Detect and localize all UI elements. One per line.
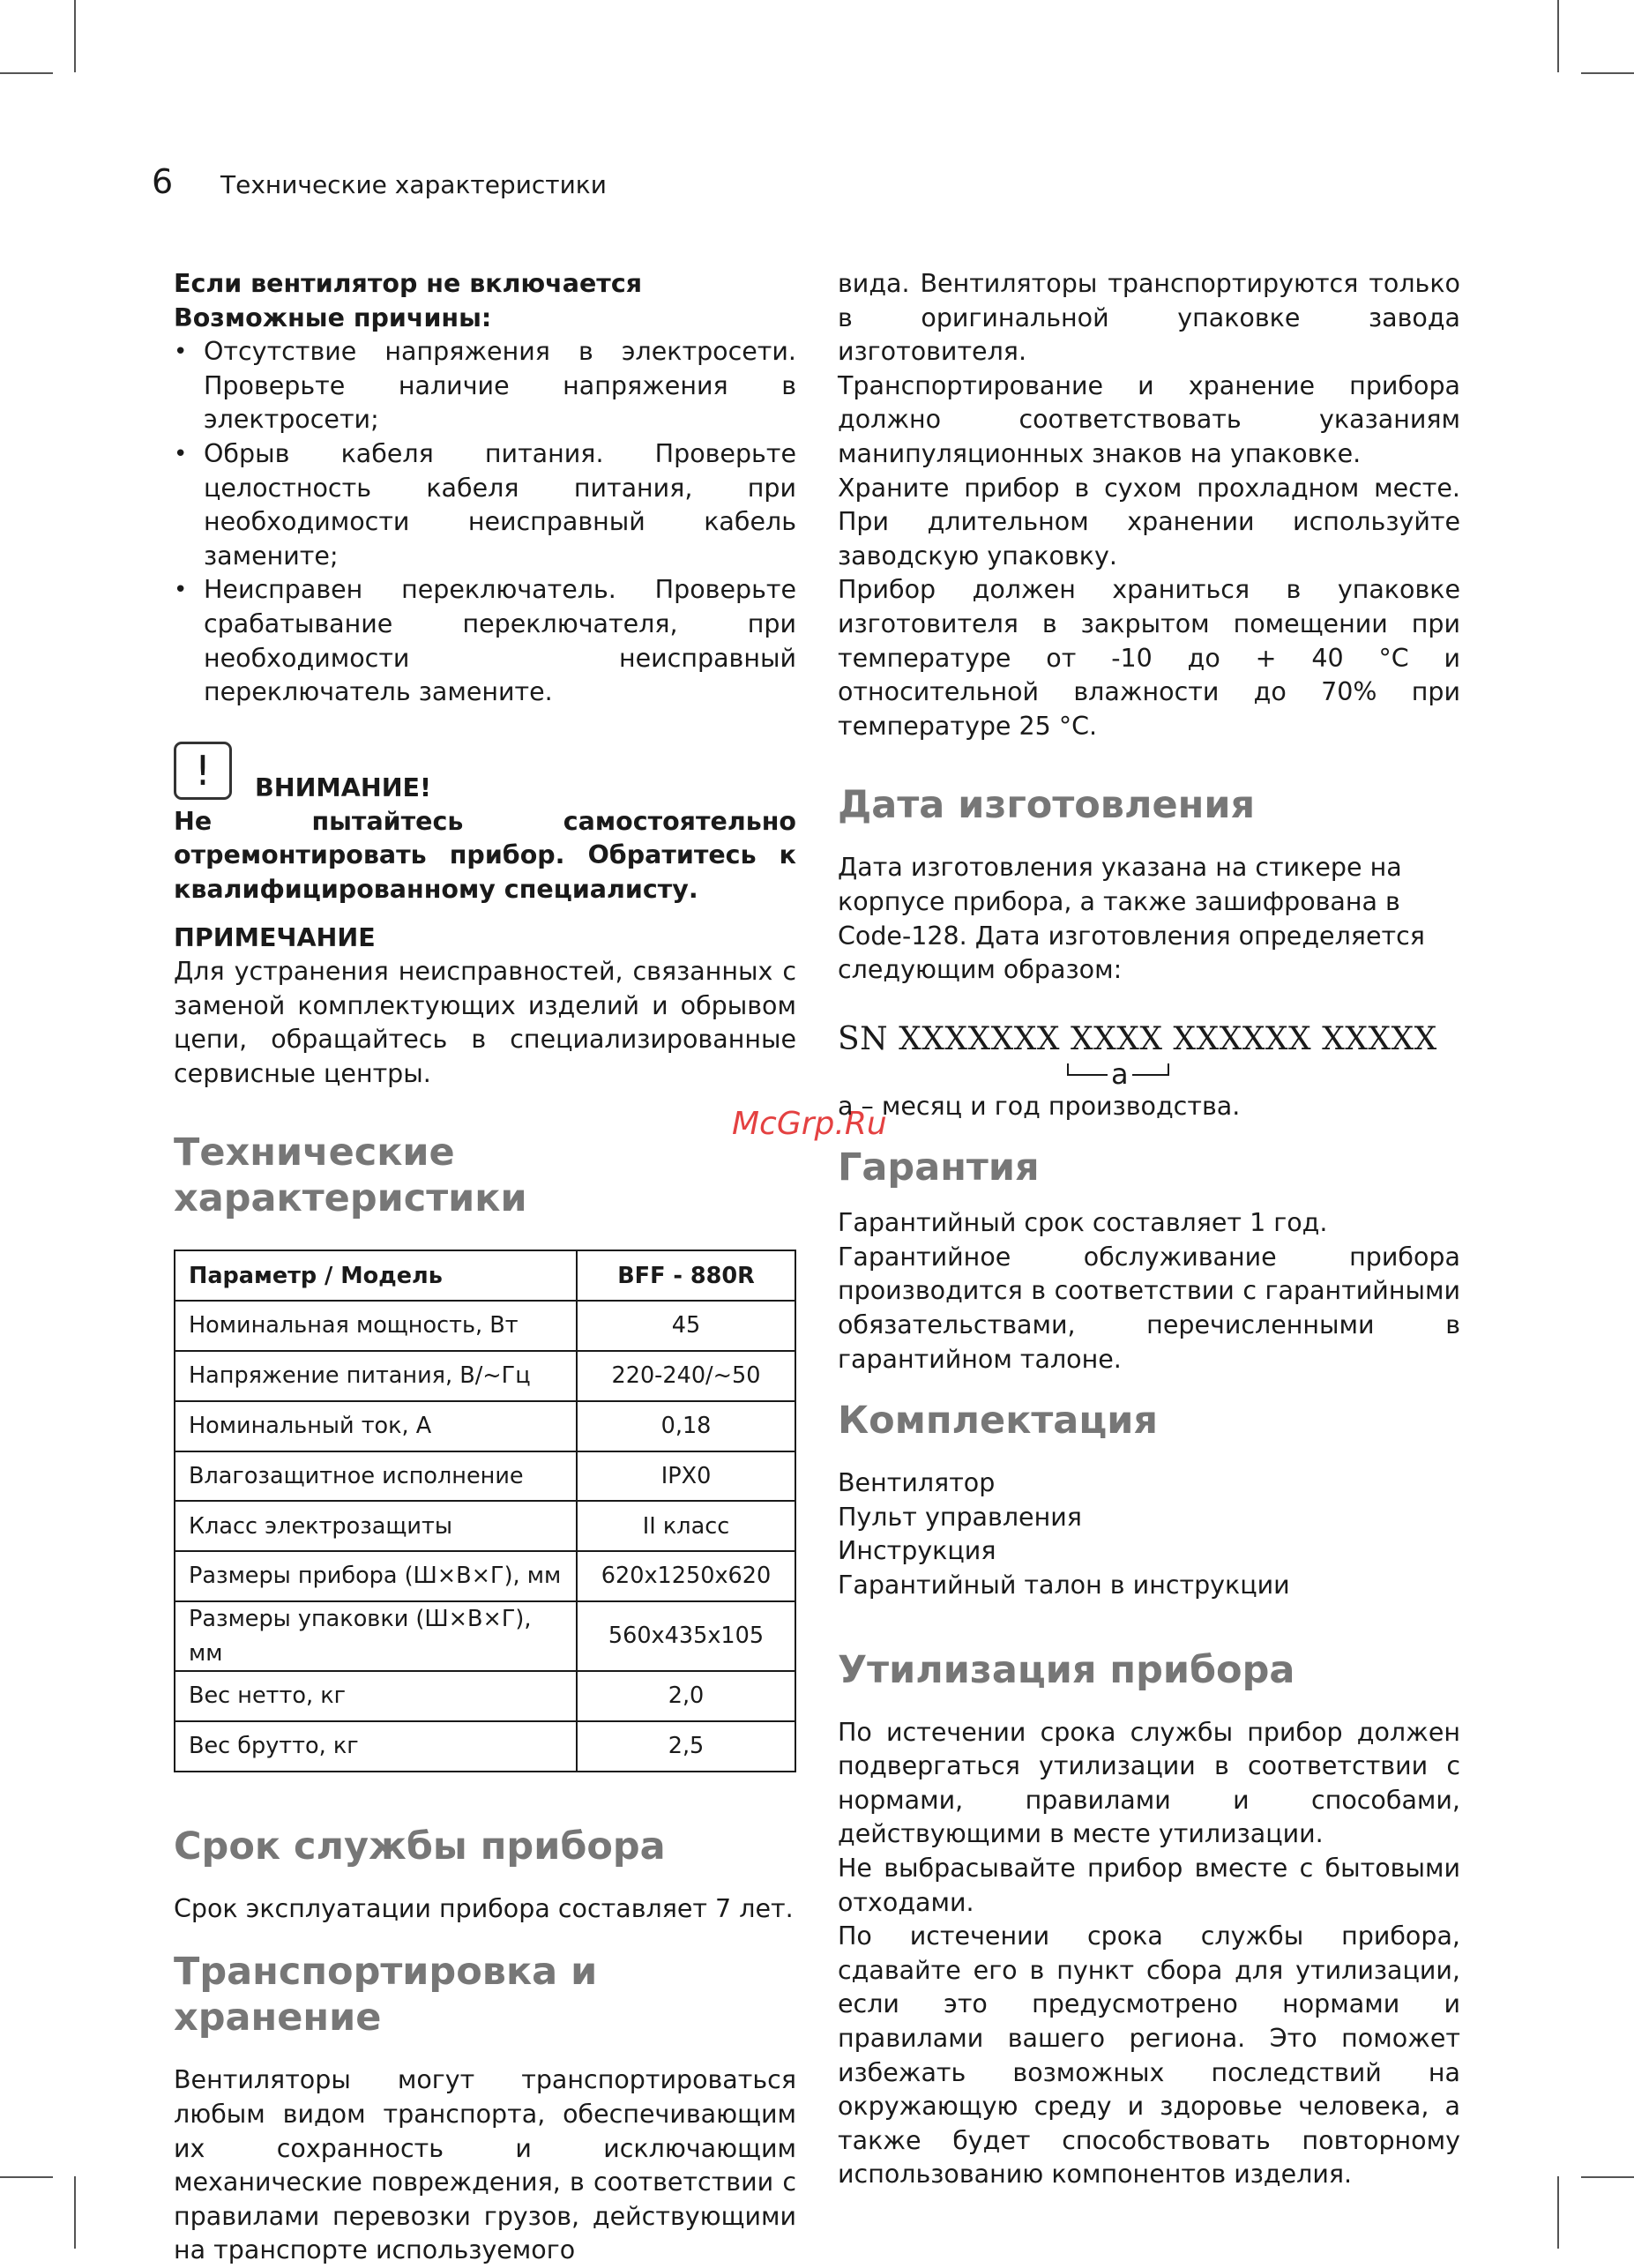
- specs-table: [174, 1250, 796, 1772]
- disposal-household-text: Не выбрасывайте прибор вместе с бытовыми отходами.: [838, 1854, 1460, 1917]
- list-item: • Обрыв кабеля питания. Проверьте целостность кабеля питания, при необходимости неисправный кабель замените;: [174, 437, 796, 573]
- table-row: [175, 1671, 795, 1721]
- table-cell: Влагозащитное исполнение: [175, 1451, 577, 1502]
- table-cell: Напряжение питания, В/~Гц: [175, 1351, 577, 1401]
- date-code-marker: a: [1108, 1057, 1132, 1092]
- causes-list: [174, 335, 796, 710]
- causes-title: Возможные причины:: [174, 302, 492, 332]
- crop-mark-bottom-right-h: [1581, 2176, 1634, 2178]
- left-column: [174, 267, 796, 2268]
- list-item: • Неисправен переключатель. Проверьте срабатывание переключателя, при необходимости неисправный переключатель замените.: [174, 573, 796, 709]
- table-cell: 0,18: [577, 1401, 795, 1451]
- crop-mark-bottom-right-v: [1557, 2176, 1559, 2249]
- list-item: Вентилятор: [838, 1468, 996, 1498]
- warning-header: [174, 742, 796, 800]
- trouble-title: Если вентилятор не включается: [174, 269, 643, 298]
- table-cell: 2,5: [577, 1721, 795, 1772]
- disposal-text: По истечении срока службы прибор должен подвергаться утилизации в соответствии с нормами, правилами и способами, действующими в месте утилизации.: [838, 1717, 1460, 1849]
- table-row: [175, 1351, 795, 1401]
- list-item: • Отсутствие напряжения в электросети. Проверьте наличие напряжения в электросети;: [174, 335, 796, 437]
- table-row: [175, 1401, 795, 1451]
- list-item: Гарантийный талон в инструкции: [838, 1570, 1290, 1600]
- specs-heading: Технические характеристики: [174, 1130, 527, 1221]
- table-row: [175, 1451, 795, 1502]
- transport-text-continued: вида. Вентиляторы транспортируются только в оригинальной упаковке завода изготовителя.: [838, 269, 1460, 367]
- table-cell: Вес нетто, кг: [175, 1671, 577, 1721]
- table-header-cell: Параметр / Модель: [175, 1250, 577, 1301]
- service-life-text: Срок эксплуатации прибора составляет 7 лет.: [174, 1893, 794, 1923]
- list-item: Инструкция: [838, 1536, 996, 1566]
- right-column: [838, 267, 1460, 2192]
- table-cell: 45: [577, 1301, 795, 1351]
- table-row: [175, 1501, 795, 1551]
- date-heading: Дата изготовления: [838, 783, 1256, 828]
- serial-number-diagram: [838, 1014, 1460, 1091]
- warning-text: Не пытайтесь самостоятельно отремонтировать прибор. Обратитесь к квалифицированному специалисту.: [174, 806, 796, 904]
- table-cell: IPX0: [577, 1451, 795, 1502]
- warning-title: ВНИМАНИЕ!: [255, 772, 432, 802]
- storage-text: Храните прибор в сухом прохладном месте. При длительном хранении используйте заводскую упаковку.: [838, 473, 1460, 571]
- table-row: [175, 1601, 795, 1671]
- crop-mark-top-left-h: [0, 72, 53, 74]
- running-title: Технические характеристики: [220, 170, 607, 199]
- table-cell: II класс: [577, 1501, 795, 1551]
- crop-mark-top-left-v: [74, 0, 76, 72]
- table-cell: 220-240/~50: [577, 1351, 795, 1401]
- note-text: Для устранения неисправностей, связанных с заменой комплектующих изделий и обрывом цепи, обращайтесь в специализированные сервисные центры.: [174, 957, 796, 1088]
- crop-mark-top-right-h: [1581, 72, 1634, 74]
- table-cell: 560x435x105: [577, 1601, 795, 1671]
- table-cell: Номинальный ток, А: [175, 1401, 577, 1451]
- page-number: 6: [152, 162, 174, 201]
- table-header-cell: BFF - 880R: [577, 1250, 795, 1301]
- table-cell: 2,0: [577, 1671, 795, 1721]
- kit-list: [838, 1466, 1460, 1602]
- table-row: [175, 1721, 795, 1772]
- serial-number-code: SN XXXXXXX XXXX XXXXXX XXXXX: [838, 1020, 1437, 1057]
- exclamation-icon: !: [174, 742, 232, 800]
- watermark: McGrp.Ru: [732, 1106, 887, 1142]
- disposal-heading: Утилизация прибора: [838, 1647, 1295, 1692]
- disposal-collection-text: По истечении срока службы прибора, сдавайте его в пункт сбора для утилизации, если это предусмотрено нормами и правилами вашего региона. Это поможет избежать возможных последствий на окружающую среду и здоровье человека, а также будет способствовать повторному использованию компонентов изделия.: [838, 1921, 1460, 2190]
- table-row: [175, 1551, 795, 1601]
- storage-conditions-text: Прибор должен храниться в упаковке изготовителя в закрытом помещении при температуре от -10 до + 40 °С и относительной влажности до 70% при температуре 25 °С.: [838, 575, 1460, 741]
- warranty-heading: Гарантия: [838, 1145, 1040, 1190]
- table-row: [175, 1301, 795, 1351]
- kit-heading: Комплектация: [838, 1399, 1158, 1444]
- crop-mark-top-right-v: [1557, 0, 1559, 72]
- crop-mark-bottom-left-h: [0, 2176, 53, 2178]
- transport-signs-text: Транспортирование и хранение прибора должно соответствовать указаниям манипуляционных знаков на упаковке.: [838, 370, 1460, 468]
- list-item: Пульт управления: [838, 1502, 1082, 1532]
- table-header-row: [175, 1250, 795, 1301]
- warranty-service-text: Гарантийное обслуживание прибора производится в соответствии с гарантийными обязательствами, перечисленными в гарантийном талоне.: [838, 1242, 1460, 1374]
- table-cell: Вес брутто, кг: [175, 1721, 577, 1772]
- table-cell: 620x1250x620: [577, 1551, 795, 1601]
- table-cell: Размеры упаковки (Ш×В×Г), мм: [175, 1601, 577, 1671]
- warranty-period-text: Гарантийный срок составляет 1 год.: [838, 1208, 1328, 1238]
- note-title: ПРИМЕЧАНИЕ: [174, 922, 376, 952]
- table-cell: Номинальная мощность, Вт: [175, 1301, 577, 1351]
- transport-heading: Транспортировка и хранение: [174, 1950, 598, 2040]
- table-cell: Размеры прибора (Ш×В×Г), мм: [175, 1551, 577, 1601]
- crop-mark-bottom-left-v: [74, 2176, 76, 2249]
- serial-legend: a – месяц и год производства.: [838, 1091, 1241, 1121]
- service-life-heading: Срок службы прибора: [174, 1824, 666, 1869]
- table-cell: Класс электрозащиты: [175, 1501, 577, 1551]
- date-text: Дата изготовления указана на стикере на корпусе прибора, а также зашифрована в Code-128. Дата изготовления определяется следующим образом:: [838, 853, 1425, 985]
- transport-text: Вентиляторы могут транспортироваться любым видом транспорта, обеспечивающим их сохранность и исключающим механические повреждения, в соответствии с правилами перевозки грузов, действующими на транспорте используемого: [174, 2065, 796, 2265]
